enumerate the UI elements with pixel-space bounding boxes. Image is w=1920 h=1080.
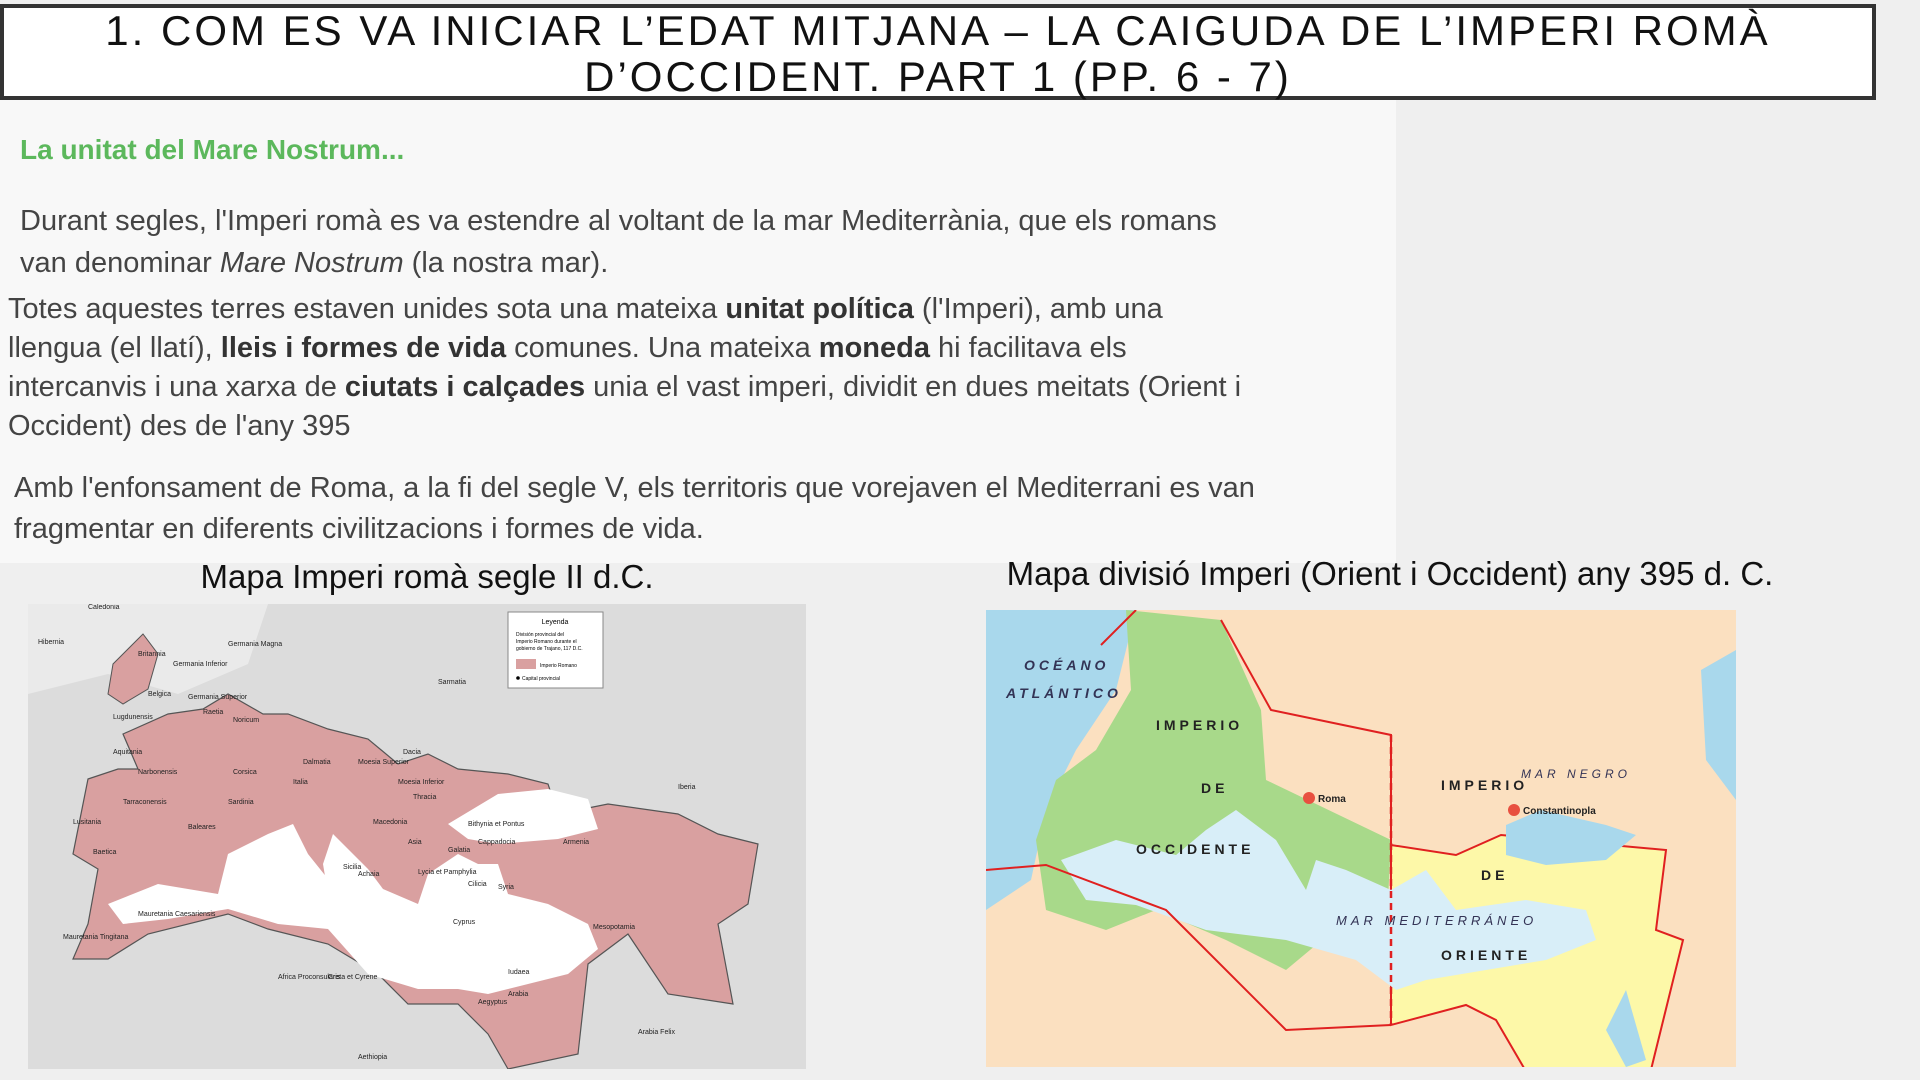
province-label: Creta et Cyrene <box>328 974 378 981</box>
province-label: Aethiopia <box>358 1054 388 1061</box>
province-label: Germania Inferior <box>173 661 228 668</box>
province-label: Cyprus <box>453 919 476 926</box>
province-label: Armenia <box>563 839 590 846</box>
province-label: Achaia <box>358 871 380 878</box>
paragraph-3-line-1: Amb l'enfonsament de Roma, a la fi del segle V, els territoris que vorejaven el Mediterrani es van <box>14 472 1255 504</box>
text: hi facilitava els <box>929 332 1127 364</box>
province-label: Mauretania Tingitana <box>63 934 129 941</box>
legend-desc: Imperio Romano durante el <box>516 639 577 645</box>
paragraph-1-line-2 <box>20 247 608 280</box>
constantinople-marker <box>1508 804 1520 816</box>
province-label: Caledonia <box>88 604 120 611</box>
map-legend <box>508 612 603 688</box>
province-label: Hibernia <box>38 639 65 646</box>
label-west-empire: OCCIDENTE <box>1136 841 1255 857</box>
province-label: Tarraconensis <box>123 799 167 806</box>
province-label: Narbonensis <box>138 769 178 776</box>
text: (la nostra mar). <box>403 247 609 279</box>
bold-term: lleis i formes de vida <box>220 332 507 364</box>
legend-desc: gobierno de Trajano, 117 D.C. <box>516 646 583 652</box>
province-label: Germania Superior <box>188 694 248 701</box>
province-label: Belgica <box>148 691 171 698</box>
province-label: Iudaea <box>508 969 530 976</box>
text: intercanvis i una xarxa de <box>8 371 345 403</box>
paragraph-3-line-2: fragmentar en diferents civilitzacions i formes de vida. <box>14 513 704 545</box>
paragraph-2-line-1 <box>8 293 1163 326</box>
province-label: Cilicia <box>468 881 487 888</box>
legend-capital-label: Capital provincial <box>522 676 561 682</box>
province-label: Italia <box>293 779 308 786</box>
bold-term: moneda <box>818 332 930 364</box>
label-east-empire: DE <box>1481 867 1509 883</box>
label-west-empire: IMPERIO <box>1156 717 1244 733</box>
label-black-sea: MAR NEGRO <box>1521 767 1632 781</box>
province-label: Aquitania <box>113 749 143 756</box>
province-label: Thracia <box>413 794 437 801</box>
province-label: Corsica <box>233 769 257 776</box>
paragraph-1-line-1: Durant segles, l'Imperi romà es va estendre al voltant de la mar Mediterrània, que els romans <box>20 205 1217 237</box>
province-label: Sarmatia <box>438 679 467 686</box>
right-map-caption: Mapa divisió Imperi (Orient i Occident) any 395 d. C. <box>1006 555 1774 592</box>
province-label: Britannia <box>138 651 166 658</box>
bold-term: ciutats i calçades <box>344 371 586 403</box>
province-label: Dacia <box>403 749 421 756</box>
text: (l'Imperi), amb una <box>913 293 1163 325</box>
paragraph-2-line-3 <box>8 371 1241 404</box>
legend-empire-label: Imperio Romano <box>540 663 577 669</box>
label-ocean: OCÉANO <box>1024 657 1110 673</box>
province-label: Lusitania <box>73 819 102 826</box>
text: unia el vast imperi, dividit en dues meitats (Orient i <box>585 371 1242 403</box>
label-ocean: ATLÁNTICO <box>1006 685 1122 701</box>
text: comunes. Una mateixa <box>506 332 819 364</box>
rome-marker <box>1303 792 1315 804</box>
slide-title-line-1: 1. COM ES VA INICIAR L’EDAT MITJANA – LA CAIGUDA DE L’IMPERI ROMÀ <box>105 7 1771 54</box>
legend-swatch <box>516 659 536 669</box>
empire-division-map <box>986 610 1736 1067</box>
text: Totes aquestes terres estaven unides sota una mateixa <box>8 293 726 325</box>
bold-term: unitat política <box>725 293 914 325</box>
province-label: Mesopotamia <box>593 924 636 931</box>
province-label: Noricum <box>233 717 260 724</box>
province-label: Lugdunensis <box>113 714 153 721</box>
province-label: Sardinia <box>228 799 254 806</box>
left-map-caption: Mapa Imperi romà segle II d.C. <box>200 558 654 595</box>
text: llengua (el llatí), <box>8 332 221 364</box>
province-label: Cappadocia <box>478 839 516 846</box>
italic-term: Mare Nostrum <box>219 247 404 279</box>
province-label: Baetica <box>93 849 117 856</box>
province-label: Sicilia <box>343 864 362 871</box>
province-label: Aegyptus <box>478 999 508 1006</box>
legend-capital-dot <box>516 676 520 680</box>
province-label: Raetia <box>203 709 224 716</box>
paragraph-2-line-2 <box>8 332 1127 365</box>
province-label: Germania Magna <box>228 641 283 648</box>
label-east-empire: ORIENTE <box>1441 947 1532 963</box>
label-rome: Roma <box>1318 794 1346 805</box>
province-label: Mauretania Caesariensis <box>138 911 216 918</box>
text: van denominar <box>20 247 220 279</box>
province-label: Moesia Inferior <box>398 779 445 786</box>
province-label: Dalmatia <box>303 759 331 766</box>
province-label: Bithynia et Pontus <box>468 821 525 828</box>
label-mediterranean: MAR MEDITERRÁNEO <box>1336 913 1538 928</box>
province-label: Arabia Felix <box>638 1029 675 1036</box>
label-west-empire: DE <box>1201 780 1229 796</box>
label-east-empire: IMPERIO <box>1441 777 1529 793</box>
province-label: Syria <box>498 884 514 891</box>
slide-title-line-2: D’OCCIDENT. PART 1 (PP. 6 - 7) <box>584 53 1292 100</box>
legend-title: Leyenda <box>541 619 569 626</box>
province-label: Africa Proconsularis <box>278 974 341 981</box>
province-label: Arabia <box>508 991 529 998</box>
province-label: Galatia <box>448 847 471 854</box>
roman-empire-map <box>28 604 806 1069</box>
province-label: Iberia <box>678 784 696 791</box>
slide-title-box <box>0 4 1876 100</box>
section-heading: La unitat del Mare Nostrum... <box>20 134 405 165</box>
paragraph-2-line-4: Occident) des de l'any 395 <box>8 410 351 442</box>
legend-desc: División provincial del <box>516 632 565 638</box>
label-constantinople: Constantinopla <box>1523 806 1596 817</box>
province-label: Baleares <box>188 824 216 831</box>
province-label: Moesia Superior <box>358 759 409 766</box>
province-label: Lycia et Pamphylia <box>418 869 477 876</box>
province-label: Asia <box>408 839 422 846</box>
province-label: Macedonia <box>373 819 408 826</box>
